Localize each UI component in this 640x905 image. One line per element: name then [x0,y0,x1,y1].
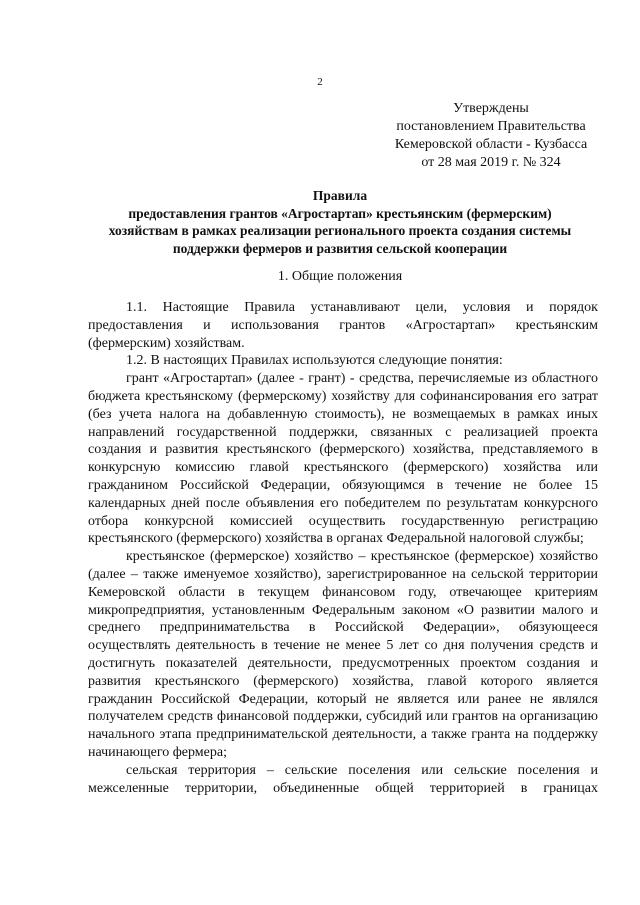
section-heading: 1. Общие положения [277,269,403,284]
approval-line: Кемеровской области - Кузбасса [394,137,588,152]
approval-line: Утверждены [453,101,529,116]
title-line: хозяйствам в рамках реализации регионального проекта создания системы [108,223,572,238]
title-line: предоставления грантов «Агростартап» крестьянским (фермерским) [128,205,552,221]
paragraph: 1.1. Настоящие Правила устанавливают цели, условия и порядок предоставления и использования грантов «Агростартап» крестьянским (фермерским) хозяйствам. [88,300,598,351]
approval-stamp [380,100,602,172]
paragraph: сельская территория – сельские поселения или сельские поселения и межселенные территории, объединенные общей территорией в границах [88,762,598,796]
paragraph: грант «Агростартап» (далее - грант) - средства, перечисляемые из областного бюджета крестьянскому (фермерскому) хозяйству для софинансирования его затрат (без учета налога на добавленную стоимость), не возмещаемых в рамках иных направлений государственной поддержки, связанных с реализацией проекта создания и развития крестьянского (фермерского) хозяйства, представляемого в конкурсную комиссию главой крестьянского (фермерского) хозяйства или гражданином Российской Федерации, обязующимся в течение не более 15 календарных дней после объявления его победителем по результатам конкурсного отбора конкурсной комиссией осуществить государственную регистрацию крестьянского (фермерского) хозяйства в органах Федеральной налоговой службы; [88,371,598,547]
page-number: 2 [317,76,323,88]
approval-line: от 28 мая 2019 г. № 324 [421,155,561,170]
document-title [80,187,600,257]
body-text [88,299,598,797]
paragraph: 1.2. В настоящих Правилах используются следующие понятия: [126,353,503,369]
approval-line: постановлением Правительства [396,119,586,134]
paragraph: крестьянское (фермерское) хозяйство – крестьянское (фермерское) хозяйство (далее – также именуемое хозяйство), зарегистрированное на сельской территории Кемеровской области в текущем финансовом году, отвечающее критериям микропредприятия, установленным Федеральным законом «О развитии малого и среднего предпринимательства в Российской Федерации», обязующееся осуществлять деятельность в течение не менее 5 лет со дня получения средств и достигнуть показателей деятельности, предусмотренных проектом создания и развития крестьянского (фермерского) хозяйства, главой которого является гражданин Российской Федерации, который не является или ранее не являлся получателем средств финансовой поддержки, субсидий или грантов на организацию начального этапа предпринимательской деятельности, а также гранта на поддержку начинающего фермера; [88,549,598,760]
title-line: поддержки фермеров и развития сельской кооперации [172,240,508,256]
title-line: Правила [312,188,368,203]
